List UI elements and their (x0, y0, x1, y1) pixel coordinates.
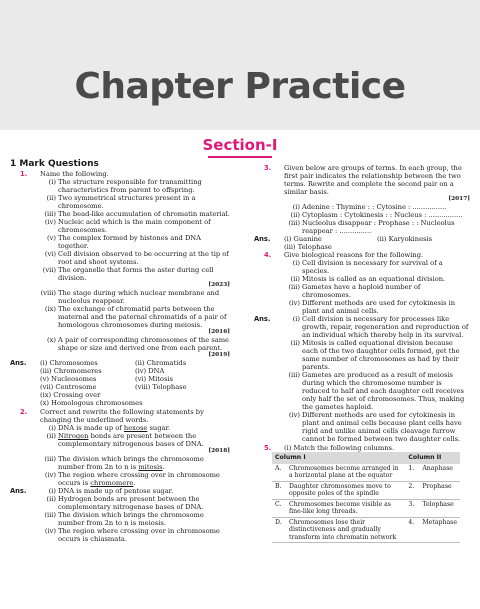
a4-item: (i) Cell division is necessary for processes like growth, repair, regeneration and reproduction of an individual which thereby help in its survival. (292, 315, 469, 339)
a4-item: (ii) Mitosis is called equational division because each of the two daughter cells formed, get the same number of chromosomes as had by their parents. (290, 339, 460, 371)
question-stem: Correct and rewrite the following statements by changing the underlined words. (40, 408, 204, 424)
answer-1 (10, 359, 230, 407)
question-number: 2. (20, 408, 28, 416)
mark-heading: 1 Mark Questions (10, 159, 99, 169)
table-row: A. Chromosomes become arranged in a horizontal plane at the equator 1. Anaphase (272, 464, 460, 482)
table-row: D. Chromosomes lose their distinctiveness and gradually transform into chromatin network 4. Metaphase (272, 517, 460, 543)
q2-item: (iii) The division which brings the chromosome number from 2n to n is mitosis. (44, 455, 204, 471)
answer-4 (254, 315, 470, 443)
q3-item: (i) Adenine : Thymine : : Cytosine : ................ (292, 203, 447, 211)
column-2-header: Column II (405, 452, 460, 464)
answer-grid: (i) Guanine (ii) Karyokinesis (284, 235, 433, 243)
chapter-header (0, 0, 480, 130)
year-tag: [2018] (208, 448, 230, 454)
q1-item: (viii) The stage during which nuclear membrane and nucleolus reappear. (40, 289, 220, 305)
answer-3 (254, 235, 470, 251)
q4-item: (iv) Different methods are used for cytokinesis in plant and animal cells. (288, 299, 456, 315)
section-underline (208, 156, 272, 158)
question-4 (254, 251, 470, 315)
q4-item: (i) Cell division is necessary for survival of a species. (292, 259, 443, 275)
q1-item: (ix) The exchange of chromatid parts between the maternal and the paternal chromatids of a pair of homologous chromosomes during meiosis. (44, 305, 227, 329)
q1-item: (vi) Cell division observed to be occurring at the tip of root and shoot systems. (44, 250, 229, 266)
a2-item: (i) DNA is made up of pentose sugar. (48, 487, 174, 495)
q1-item: (v) The complex formed by histones and DNA together. (47, 234, 201, 250)
a2-item: (ii) Hydrogen bonds are present between the complementary nitrogenase bases of DNA. (46, 495, 204, 511)
column-1-header: Column I (272, 452, 405, 464)
q1-item: (x) A pair of corresponding chromosomes of the same shape or size and derived one from each parent. (47, 336, 229, 352)
year-tag: [2017] (448, 196, 470, 202)
answer-line: (ix) Crossing over (40, 391, 101, 399)
question-1 (10, 170, 230, 359)
q2-item: (i) DNA is made up of hexose sugar. (48, 424, 171, 432)
answer-grid: (i) Chromosomes (ii) Chromatids (iii) Chromomeres (iv) DNA (v) Nucleosomes (vi) Mitosis (vii) Centrosome (viii) Telophase (40, 359, 187, 391)
year-tag: [2019] (208, 352, 230, 358)
left-column (10, 160, 230, 543)
q1-item: (iv) Nucleic acid which is the main component of chromosomes. (44, 218, 211, 234)
question-stem: Given below are groups of terms. In each group, the first pair indicates the relationship between the two terms. Rewrite and complete the second pair on a similar basis. (284, 164, 462, 196)
q4-item: (ii) Mitosis is called as an equational division. (290, 275, 446, 283)
answer-label: Ans. (254, 235, 271, 243)
q1-item: (ii) Two symmetrical structures present in a chromosome. (46, 194, 196, 210)
q4-item: (iii) Gametes have a haploid number of chromosomes. (288, 283, 421, 299)
question-number: 5. (264, 444, 272, 452)
table-row: C. Chromosomes become visible as fine-like long threads. 3. Telophase (272, 499, 460, 517)
answer-line: (iii) Telophase (284, 243, 332, 251)
answer-label: Ans. (10, 487, 27, 495)
answer-label: Ans. (254, 315, 271, 323)
question-stem: Give biological reasons for the following. (284, 251, 424, 259)
chapter-title: Chapter Practice (74, 66, 406, 107)
question-5 (254, 444, 470, 452)
a2-item: (iii) The division which brings the chromosome number from 2n to n is meiosis. (44, 511, 204, 527)
q2-item: (ii) Nitrogen bonds are present between the complementary nitrogenous bases of DNA. (46, 432, 204, 448)
match-table (272, 452, 460, 543)
q3-item: (ii) Cytoplasm : Cytokinesis : : Nucleus : ................ (290, 211, 463, 219)
table-row: B. Daughter chromosomes move to opposite poles of the spindle 2. Prophase (272, 481, 460, 499)
right-column (254, 164, 470, 543)
q1-item: (i) The structure responsible for transmitting characteristics from parent to offspring. (48, 178, 202, 194)
question-stem: (i) Match the following columns. (284, 444, 395, 452)
year-tag: [2016] (208, 329, 230, 335)
question-number: 4. (264, 251, 272, 259)
a4-item: (iii) Gametes are produced as a result of meiosis during which the chromosome number is reduced to half and each daughter cell receives only half the set of chromosomes. Thus, making the gametes haploid. (288, 371, 465, 411)
q1-item: (vii) The organelle that forms the aster during cell division. (42, 266, 214, 282)
a2-item: (iv) The region where crossing over in chromosome occurs is chiasmata. (44, 527, 220, 543)
answer-label: Ans. (10, 359, 27, 367)
question-3 (254, 164, 470, 235)
table-header-row (272, 452, 460, 464)
question-number: 3. (264, 164, 272, 172)
q3-item: (iii) Nucleolus disappear : Prophase : : Nucleolus reappear : ............... (288, 219, 455, 235)
answer-2 (10, 487, 230, 543)
q2-item: (iv) The region where crossing over in chromosome occurs is chromomere. (44, 471, 220, 487)
question-2 (10, 408, 230, 487)
question-number: 1. (20, 170, 28, 178)
answer-line: (x) Homologous chromosomes (40, 399, 143, 407)
q1-item: (iii) The bead-like accumulation of chromatin material. (44, 210, 230, 218)
question-stem: Name the following. (40, 170, 109, 178)
section-title: Section-I (202, 136, 278, 154)
a4-item: (iv) Different methods are used for cytokinesis in plant and animal cells because plant cells have rigid and unlike animal cells cleavage furrow cannot be formed between two daughter cells. (288, 411, 462, 443)
year-tag: [2023] (208, 282, 230, 288)
